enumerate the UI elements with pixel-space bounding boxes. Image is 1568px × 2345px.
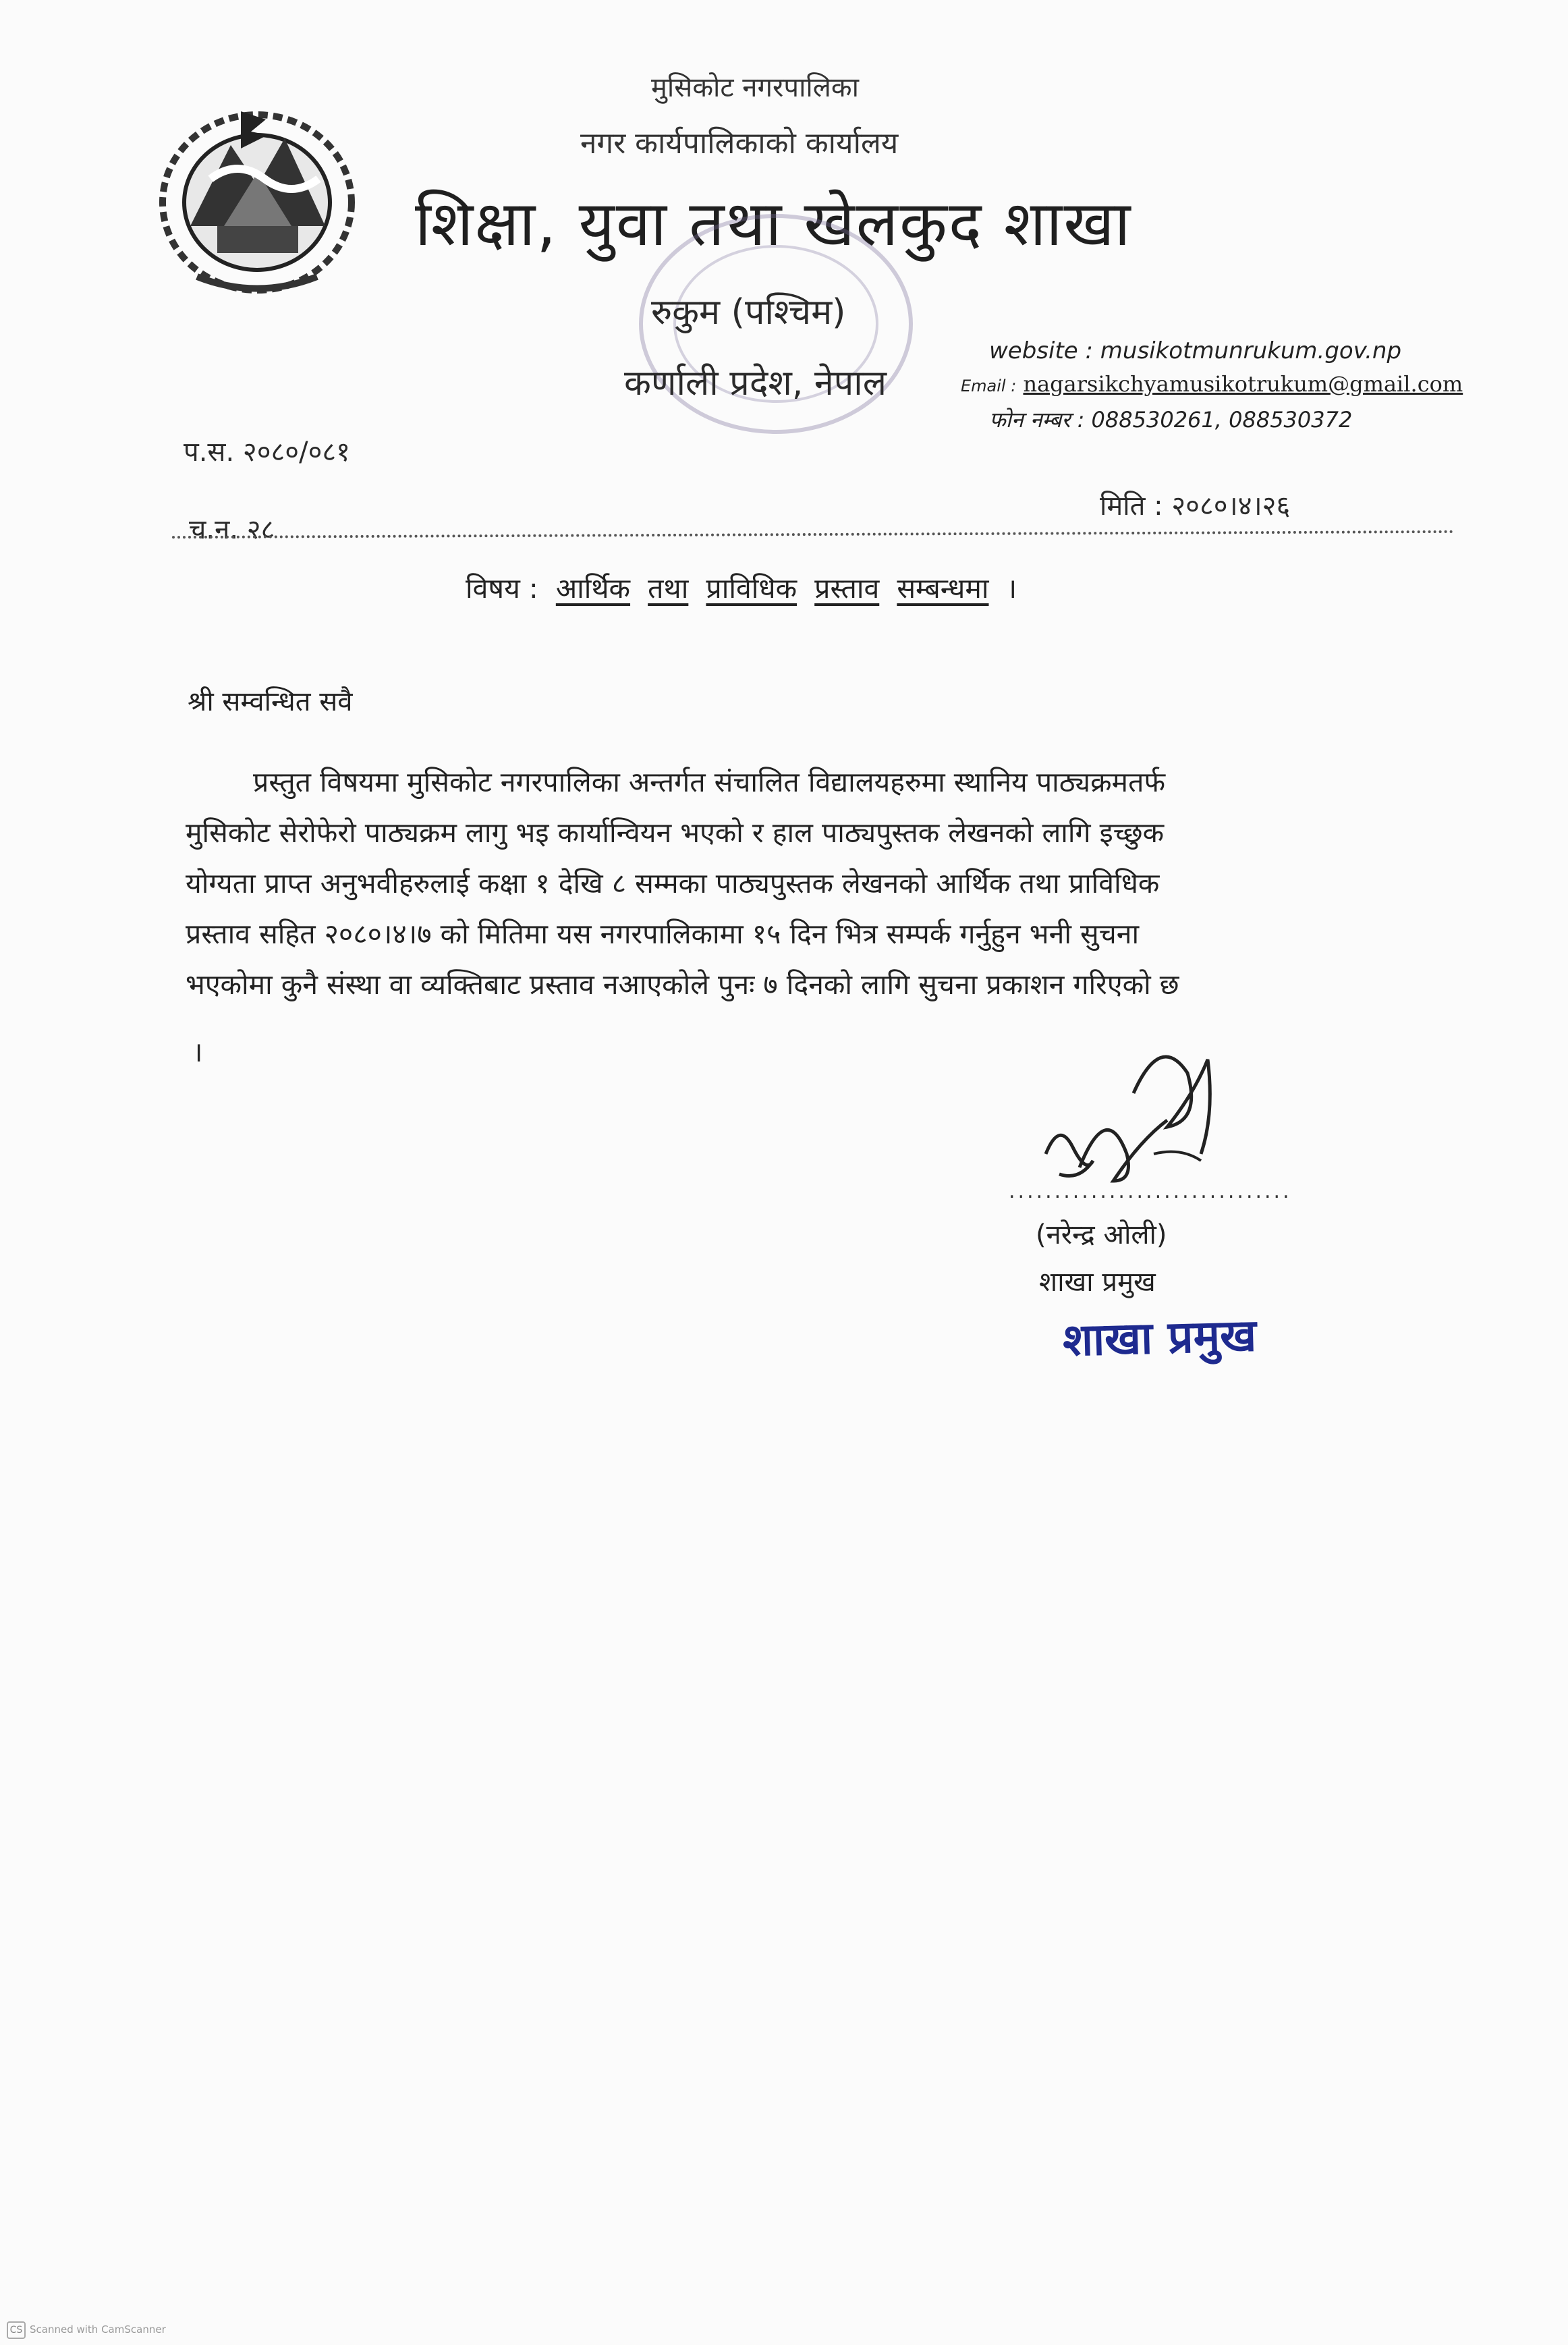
body-line: । (192, 1036, 203, 1068)
header-divider (172, 530, 1454, 539)
subject-label: विषय : (466, 572, 538, 605)
signatory-title: शाखा प्रमुख (1039, 1267, 1156, 1298)
dispatch-number: च.न. २८ (189, 514, 275, 545)
body-line: प्रस्ताव सहित २०८०।४।७ को मितिमा यस नगरपालिकामा १५ दिन भित्र सम्पर्क गर्नुहुन भनी सुचना (186, 918, 1140, 950)
designation-stamp: शाखा प्रमुख (1062, 1309, 1258, 1367)
signatory-name: (नरेन्द्र ओली) (1036, 1219, 1167, 1250)
body-line: प्रस्तुत विषयमा मुसिकोट नगरपालिका अन्तर्गत संचालित विद्यालयहरुमा स्थानिय पाठ्यक्रमतर्फ (253, 766, 1166, 798)
phone-text: फोन नम्बर : 088530261, 088530372 (989, 407, 1353, 433)
salutation: श्री सम्वन्धित सवै (188, 686, 353, 717)
body-line: भएकोमा कुनै संस्था वा व्यक्तिबाट प्रस्ताव नआएकोले पुनः ७ दिनको लागि सुचना प्रकाशन गरिएको छ (186, 968, 1179, 1001)
body-line: योग्यता प्राप्त अनुभवीहरुलाई कक्षा १ देखि ८ सम्मका पाठ्यपुस्तक लेखनको आर्थिक तथा प्राविधिक (186, 867, 1160, 900)
municipality-name: मुसिकोट नगरपालिका (651, 72, 859, 103)
subject-word: आर्थिक (555, 572, 631, 605)
email-label: Email : (961, 377, 1017, 395)
subject-line (466, 569, 1017, 607)
subject-word: प्राविधिक (706, 572, 797, 605)
signature-dots: ............................... (1009, 1180, 1292, 1203)
letter-date: मिति : २०८०।४।२६ (1100, 491, 1291, 522)
subject-end: । (1006, 572, 1017, 605)
email-line (961, 371, 1463, 397)
subject-word: प्रस्ताव (814, 572, 880, 605)
province-name: कर्णाली प्रदेश, नेपाल (624, 363, 887, 404)
body-line: मुसिकोट सेरोफेरो पाठ्यक्रम लागु भइ कार्यान्वियन भएको र हाल पाठ्यपुस्तक लेखनको लागि इच्छुक (186, 817, 1165, 849)
scanner-watermark (7, 2321, 166, 2339)
email-link[interactable]: nagarsikchyamusikotrukum@gmail.com (1023, 371, 1463, 397)
nepal-government-emblem (150, 98, 364, 300)
reference-number: प.स. २०८०/०८१ (184, 437, 350, 468)
section-title: शिक्षा, युवा तथा खेलकुद शाखा (415, 188, 1132, 260)
scanner-text: Scanned with CamScanner (30, 2323, 166, 2336)
website-text: website : musikotmunrukum.gov.np (989, 337, 1402, 364)
subject-word: तथा (648, 572, 689, 605)
subject-word: सम्बन्धमा (897, 572, 989, 605)
camscanner-logo-icon: CS (7, 2321, 26, 2339)
office-name: नगर कार्यपालिकाको कार्यालय (580, 126, 899, 161)
district-name: रुकुम (पश्चिम) (651, 292, 846, 333)
